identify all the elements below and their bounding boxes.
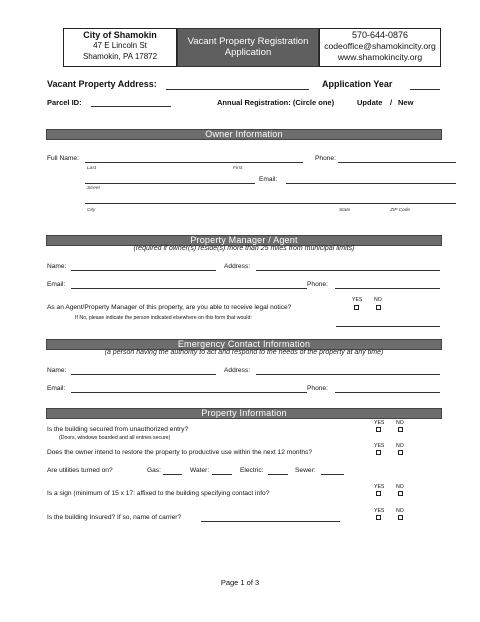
legal-notice-alternate-field[interactable]: [336, 326, 440, 327]
manager-section-title: Property Manager / Agent: [190, 235, 298, 245]
electric-label: Electric:: [240, 467, 264, 474]
city-name: City of Shamokin: [83, 30, 157, 40]
owner-phone-field[interactable]: [338, 162, 456, 163]
form-title-line-1: Vacant Property Registration: [187, 36, 309, 47]
address-line-1: 47 E Lincoln St: [93, 41, 147, 50]
q2-no-checkbox[interactable]: [398, 450, 403, 455]
q4-yes-checkbox[interactable]: [376, 491, 381, 496]
manager-address-label: Address:: [224, 263, 251, 270]
owner-street-field[interactable]: [85, 183, 255, 184]
emergency-subtitle: (a person having the authority to act and respond to the needs of the property at any time): [104, 349, 384, 356]
emergency-email-label: Email:: [47, 385, 66, 392]
emergency-email-field[interactable]: [71, 392, 307, 393]
legal-notice-yes-checkbox[interactable]: [354, 305, 359, 310]
state-caption: State: [339, 208, 351, 213]
emergency-phone-field[interactable]: [335, 392, 440, 393]
application-year-field[interactable]: [410, 89, 440, 90]
owner-city-state-zip-field[interactable]: [85, 203, 456, 204]
owner-section-header: [46, 129, 442, 140]
q5-no-checkbox[interactable]: [398, 515, 403, 520]
q1-note: (Doors, windows boarded and all entries secure): [59, 435, 171, 441]
property-section-title: Property Information: [201, 408, 287, 418]
q3-utilities-question: Are utilities turned on?: [47, 467, 113, 474]
emergency-name-label: Name:: [47, 367, 67, 374]
q5-no-header: NO: [396, 508, 404, 514]
q5-yes-checkbox[interactable]: [376, 515, 381, 520]
manager-email-label: Email:: [47, 281, 66, 288]
emergency-section-title: Emergency Contact Information: [177, 339, 311, 349]
update-option[interactable]: Update: [357, 98, 383, 107]
manager-no-header: NO: [374, 297, 382, 303]
address-line-2: Shamokin, PA 17872: [82, 52, 158, 61]
q5-insured-question: Is the building Insured? If so, name of carrier?: [47, 514, 182, 521]
office-website: www.shamokincity.org: [337, 52, 423, 62]
q2-no-header: NO: [396, 443, 404, 449]
page-number: Page 1 of 3: [220, 578, 260, 587]
q1-no-checkbox[interactable]: [398, 427, 403, 432]
manager-name-label: Name:: [47, 263, 67, 270]
manager-address-field[interactable]: [256, 270, 440, 271]
water-label: Water:: [190, 467, 210, 474]
emergency-name-field[interactable]: [71, 374, 216, 375]
q4-no-checkbox[interactable]: [398, 491, 403, 496]
q4-no-header: NO: [396, 484, 404, 490]
q1-yes-checkbox[interactable]: [376, 427, 381, 432]
insurance-carrier-field[interactable]: [201, 521, 340, 522]
manager-subtitle: (required if owner(s) reside(s) more than 25 miles from municipal limits): [133, 245, 355, 252]
q1-yes-header: YES: [374, 420, 385, 426]
manager-phone-label: Phone:: [307, 281, 328, 288]
property-section-header: [46, 408, 442, 419]
parcel-id-label: Parcel ID:: [47, 98, 82, 107]
gas-label: Gas:: [147, 467, 161, 474]
owner-section-title: Owner Information: [205, 129, 283, 139]
manager-yes-header: YES: [352, 297, 363, 303]
electric-field[interactable]: [268, 474, 288, 475]
annual-registration-label: Annual Registration: (Circle one): [217, 98, 335, 107]
option-separator: /: [390, 98, 393, 107]
street-caption: Street: [87, 186, 100, 191]
q2-yes-header: YES: [374, 443, 385, 449]
sewer-label: Sewer:: [295, 467, 316, 474]
manager-email-field[interactable]: [71, 288, 307, 289]
emergency-address-field[interactable]: [256, 374, 440, 375]
application-year-label: Application Year: [322, 79, 393, 89]
emergency-address-label: Address:: [224, 367, 251, 374]
legal-notice-note: If No, please indicate the person indicated elsewhere on this form that would:: [75, 315, 252, 321]
first-name-caption: First: [233, 166, 243, 171]
property-address-field[interactable]: [166, 89, 309, 90]
emergency-phone-label: Phone:: [307, 385, 328, 392]
q4-yes-header: YES: [374, 484, 385, 490]
legal-notice-question: As an Agent/Property Manager of this property, are you able to receive legal notice?: [47, 304, 292, 311]
q1-no-header: NO: [396, 420, 404, 426]
city-caption: City: [87, 208, 96, 213]
office-phone: 570-644-0876: [351, 30, 409, 40]
property-address-label: Vacant Property Address:: [47, 79, 157, 89]
last-name-caption: Last: [87, 166, 97, 171]
sewer-field[interactable]: [321, 474, 344, 475]
full-name-field[interactable]: [85, 162, 303, 163]
new-option[interactable]: New: [398, 98, 414, 107]
manager-name-field[interactable]: [71, 270, 216, 271]
water-field[interactable]: [212, 474, 232, 475]
owner-email-field[interactable]: [286, 183, 456, 184]
parcel-id-field[interactable]: [91, 106, 171, 107]
legal-notice-no-checkbox[interactable]: [376, 305, 381, 310]
q4-sign-question: Is a sign (minimum of 15 x 17: affixed to the building specifying contact info?: [47, 490, 270, 497]
zip-caption: ZIP Code: [390, 208, 411, 213]
q2-yes-checkbox[interactable]: [376, 450, 381, 455]
gas-field[interactable]: [163, 474, 182, 475]
form-title-line-2: Application: [224, 47, 272, 58]
q1-secured-question: Is the building secured from unauthorized entry?: [47, 426, 189, 433]
owner-phone-label: Phone:: [315, 155, 336, 162]
owner-email-label: Email:: [259, 176, 278, 183]
manager-phone-field[interactable]: [335, 288, 440, 289]
office-email: codeoffice@shamokincity.org: [324, 41, 436, 51]
q5-yes-header: YES: [374, 508, 385, 514]
full-name-label: Full Name:: [47, 155, 79, 162]
q2-restore-question: Does the owner intend to restore the property to productive use within the next 12 months?: [47, 449, 313, 456]
